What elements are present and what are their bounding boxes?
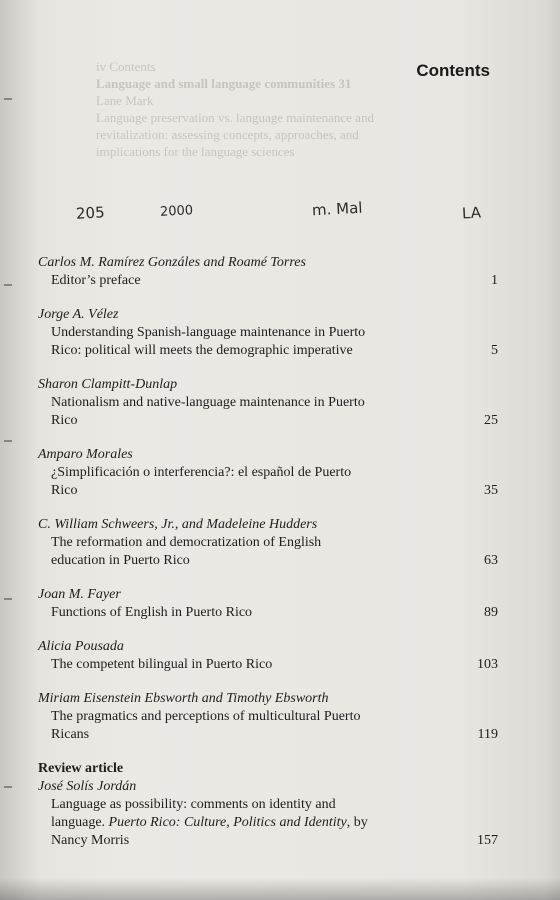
margin-mark: [4, 598, 12, 600]
toc-entry[interactable]: [38, 376, 498, 430]
entry-page-number: 35: [484, 483, 498, 498]
entry-author: Miriam Eisenstein Ebsworth and Timothy Ebsworth: [38, 691, 329, 706]
entry-title: Functions of English in Puerto Rico: [51, 605, 253, 620]
toc-entry[interactable]: [38, 516, 498, 570]
entry-title: The reformation and democratization of English education in Puerto Rico: [51, 535, 322, 568]
entry-author: Joan M. Fayer: [38, 587, 121, 602]
margin-mark: [4, 440, 12, 442]
margin-mark: [4, 284, 12, 286]
entry-page-number: 103: [477, 657, 498, 672]
bleed-line: Language and small language communities 31: [96, 76, 352, 91]
bleed-line: implications for the language sciences: [96, 144, 295, 159]
table-of-contents: [38, 254, 498, 850]
toc-entry[interactable]: [38, 638, 498, 674]
page-edge-shadow: [0, 878, 560, 900]
entry-title: The pragmatics and perceptions of multicultural Puerto Ricans: [51, 709, 361, 742]
handwritten-note: 2000: [159, 203, 194, 220]
entry-page-number: 5: [491, 343, 498, 358]
toc-entry[interactable]: [38, 446, 498, 500]
entry-author: Jorge A. Vélez: [38, 307, 119, 322]
margin-mark: [4, 98, 12, 100]
handwritten-note: 205: [75, 203, 106, 223]
bleed-line: iv Contents: [96, 59, 156, 74]
entry-title: Language as possibility: comments on identity and language. Puerto Rico: Culture, Politics and Identity, by Nancy Morris: [51, 797, 368, 848]
entry-title: Nationalism and native-language maintenance in Puerto Rico: [51, 395, 365, 428]
entry-author: C. William Schweers, Jr., and Madeleine Hudders: [38, 517, 318, 532]
entry-title: ¿Simplificación o interferencia?: el español de Puerto Rico: [51, 465, 352, 498]
toc-entry[interactable]: [38, 254, 498, 290]
entry-author: Alicia Pousada: [38, 639, 124, 654]
toc-entry[interactable]: [38, 586, 498, 622]
entry-page-number: 63: [484, 553, 498, 568]
handwritten-note: m. Mal: [311, 198, 363, 220]
bleed-line: Language preservation vs. language maintenance and: [96, 110, 374, 125]
entry-page-number: 119: [477, 727, 498, 742]
entry-title: Understanding Spanish-language maintenance in Puerto Rico: political will meets the demographic imperative: [51, 325, 366, 358]
entry-page-number: 25: [484, 413, 498, 428]
entry-author: Sharon Clampitt-Dunlap: [38, 377, 178, 392]
section-heading-review-article: Review article: [38, 761, 124, 776]
toc-entry[interactable]: [38, 306, 498, 360]
entry-title: The competent bilingual in Puerto Rico: [51, 657, 273, 672]
entry-author: Amparo Morales: [38, 447, 133, 462]
toc-entry-review[interactable]: [38, 778, 498, 850]
entry-author: Carlos M. Ramírez Gonzáles and Roamé Torres: [38, 255, 306, 270]
handwritten-note: LA: [461, 203, 482, 223]
entry-page-number: 157: [477, 833, 498, 848]
toc-entry[interactable]: [38, 690, 498, 744]
handwritten-annotations: [0, 198, 560, 232]
entry-page-number: 89: [484, 605, 498, 620]
margin-mark: [4, 786, 12, 788]
entry-page-number: 1: [491, 273, 498, 288]
bleed-line: Lane Mark: [96, 93, 154, 108]
page-title: Contents: [416, 61, 490, 80]
bleed-line: revitalization: assessing concepts, approaches, and: [96, 127, 359, 142]
entry-author: José Solís Jordán: [38, 779, 137, 794]
entry-title: Editor’s preface: [51, 273, 141, 288]
